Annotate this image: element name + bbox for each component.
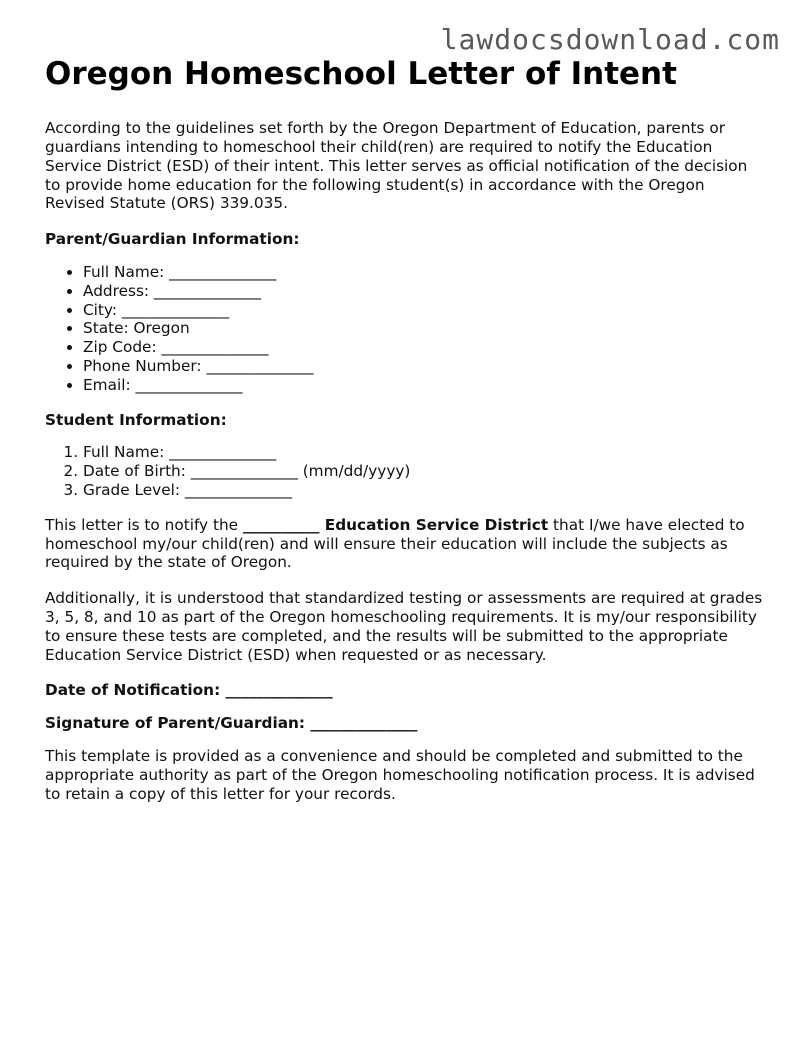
parent-address: • Address: ______________ (83, 282, 765, 301)
parent-city: • City: ______________ (83, 301, 765, 320)
parent-zip-code: • Zip Code: ______________ (83, 338, 765, 357)
page-title: Oregon Homeschool Letter of Intent (45, 56, 677, 92)
testing-paragraph: Additionally, it is understood that standardized testing or assessments are required at grades 3, 5, 8, and 10 as part of the Oregon homeschooling requirements. It is my/our responsibility to ensure these tests are completed, and the results will be submitted to the appropriate Education Service District (ESD) when requested or as necessary. (45, 589, 763, 664)
student-full-name: 1. Full Name: ______________ (83, 443, 765, 462)
parent-state: • State: Oregon (83, 319, 765, 338)
document-body (45, 56, 765, 820)
notify-prefix: This letter is to notify the (45, 515, 243, 534)
date-of-notification: Date of Notification: ______________ (45, 681, 333, 700)
student-grade-level: 3. Grade Level: ______________ (83, 481, 765, 500)
parent-info-heading: Parent/Guardian Information: (45, 230, 300, 249)
student-info-list (45, 443, 765, 499)
notify-suffix: that I/we have elected to homeschool my/our child(ren) and will ensure their education will include the subjects as required by the state of Oregon. (45, 515, 745, 572)
signature-line: Signature of Parent/Guardian: ______________ (45, 714, 418, 733)
notify-blank: __________ (242, 515, 320, 534)
student-date-of-birth: 2. Date of Birth: ______________ (mm/dd/yyyy) (83, 462, 765, 481)
parent-email: • Email: ______________ (83, 376, 765, 395)
parent-phone-number: • Phone Number: ______________ (83, 357, 765, 376)
parent-info-list (45, 263, 765, 395)
parent-full-name: • Full Name: ______________ (83, 263, 765, 282)
notify-district: Education Service District (319, 515, 549, 534)
closing-paragraph: This template is provided as a convenience and should be completed and submitted to the appropriate authority as part of the Oregon homeschooling notification process. It is advised to retain a copy of this letter for your records. (45, 746, 755, 803)
student-info-heading: Student Information: (45, 410, 227, 429)
watermark: lawdocsdownload.com (440, 23, 780, 56)
notification-paragraph (45, 516, 765, 572)
intro-paragraph: According to the guidelines set forth by the Oregon Department of Education, parents or guardians intending to homeschool their child(ren) are required to notify the Education Service District (ESD) of their intent. This letter serves as official notification of the decision to provide home education for the following student(s) in accordance with the Oregon Revised Statute (ORS) 339.035. (45, 119, 748, 213)
